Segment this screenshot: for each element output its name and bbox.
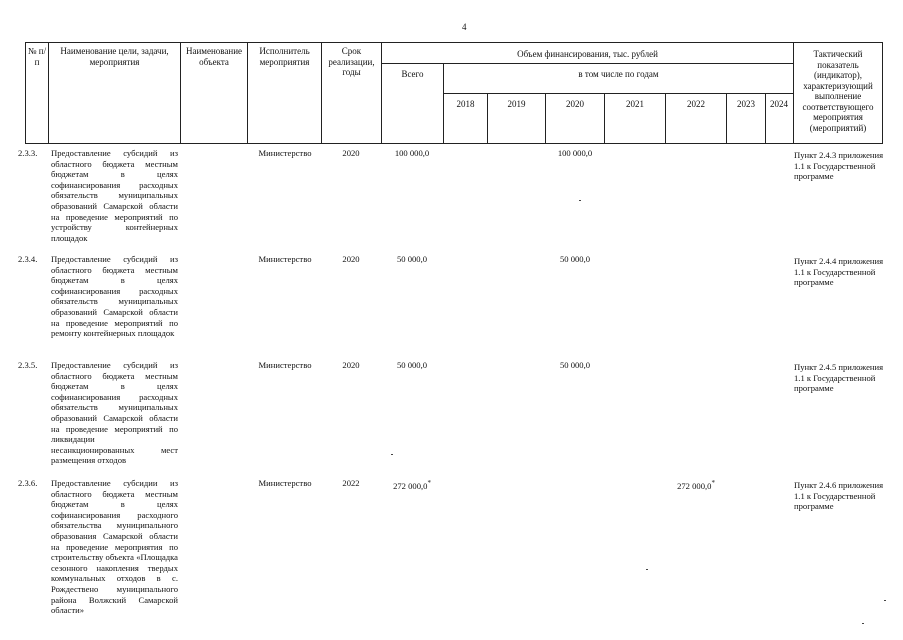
header-year-2018: 2018 [456,99,475,109]
scan-speck [579,200,581,201]
header-border-right [882,42,883,144]
row-amount-2022-value: 272 000,0 [677,481,712,491]
header-term: Срок реализации, годы [328,46,375,77]
header-year-2024: 2024 [770,99,788,109]
row-amount-2020: 50 000,0 [559,360,591,370]
scan-speck [646,569,648,570]
header-name: Наименование цели, задачи, мероприятия [60,46,169,67]
header-year-2019: 2019 [507,99,526,109]
header-year-2021: 2021 [626,99,644,109]
row-name: Предоставление субсидии из областного бюджета местным бюджетам в целях софинансирования расходного обязательства муниципального образования Самарской области на проведение мероприятия по строительству объекта «Площадка сезонного накопления твердых коммунальных отходов в с. Рождествено муниципального района Волжский Самарской области» [51,478,178,616]
header-year-2023: 2023 [737,99,755,109]
row-amount-2020: 50 000,0 [559,254,591,264]
header-bottom-border [25,143,883,144]
header-top-border [25,42,883,43]
row-amount-2022 [666,478,726,492]
row-total: 50 000,0 [396,360,428,370]
header-year-2022: 2022 [687,99,705,109]
row-indicator: Пункт 2.4.3 приложения 1.1 к Государственной программе [794,150,884,182]
row-total: 100 000,0 [394,148,430,158]
footnote-mark: * [711,479,715,487]
row-term: 2020 [342,360,360,370]
footnote-mark: * [427,479,431,487]
row-executor: Министерство [258,360,312,370]
scan-speck [391,454,393,455]
row-name: Предоставление субсидий из областного бюджета местным бюджетам в целях софинансирования расходных обязательств муниципальных образований Самарской области на проведение мероприятий по устройству контейнерных площадок [51,148,178,243]
row-number: 2.3.4. [18,254,38,264]
row-term: 2022 [342,478,360,488]
row-name: Предоставление субсидий из областного бюджета местным бюджетам в целях софинансирования расходных обязательств муниципальных образований Самарской области на проведение мероприятий по ликвидации несанкционированных мест размещения отходов [51,360,178,466]
header-indicator: Тактический показатель (индикатор), характеризующий выполнение соответствующего мероприятия (мероприятий) [802,49,874,133]
header-years-divider [443,93,793,94]
scan-speck [862,623,864,624]
row-total [381,478,443,492]
header-by-year: в том числе по годам [578,69,659,79]
row-amount-2020: 100 000,0 [557,148,593,158]
header-year-2020: 2020 [566,99,584,109]
header-border-left [25,42,26,144]
header-total: Всего [401,69,424,79]
header-object: Наименование объекта [185,46,243,67]
header-col-divider [48,42,49,144]
row-term: 2020 [342,254,360,264]
header-executor: Исполнитель мероприятия [259,46,310,67]
row-indicator: Пункт 2.4.6 приложения 1.1 к Государственной программе [794,480,884,512]
row-total: 50 000,0 [396,254,428,264]
row-total-value: 272 000,0 [393,481,428,491]
row-executor: Министерство [258,478,312,488]
row-executor: Министерство [258,148,312,158]
scan-speck [884,600,886,601]
row-name: Предоставление субсидий из областного бюджета местным бюджетам в целях софинансирования расходных обязательств муниципальных образований Самарской области на проведение мероприятий по ремонту контейнерных площадок [51,254,178,339]
header-col-divider [793,42,794,144]
header-number: № п/п [27,46,47,67]
row-indicator: Пункт 2.4.4 приложения 1.1 к Государственной программе [794,256,884,288]
row-executor: Министерство [258,254,312,264]
row-term: 2020 [342,148,360,158]
row-indicator: Пункт 2.4.5 приложения 1.1 к Государственной программе [794,362,884,394]
header-funding: Объем финансирования, тыс. рублей [517,49,658,59]
row-number: 2.3.6. [18,478,38,488]
row-number: 2.3.3. [18,148,38,158]
page-number: 4 [462,22,467,32]
row-number: 2.3.5. [18,360,38,370]
